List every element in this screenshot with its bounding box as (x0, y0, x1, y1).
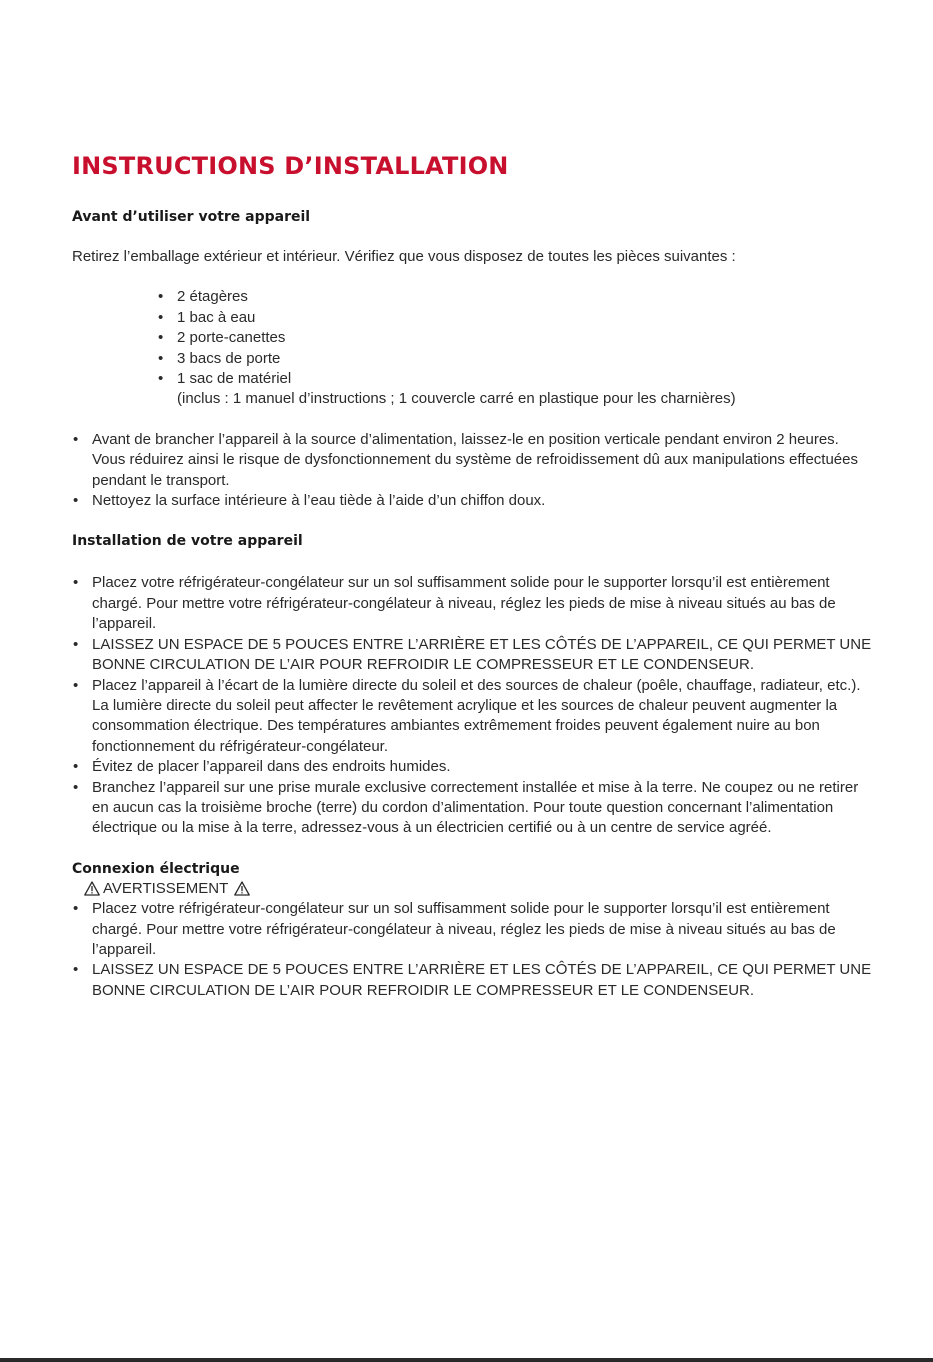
list-item: • 2 étagères (158, 287, 872, 307)
list-item-text: 1 sac de matériel (177, 370, 292, 388)
bottom-rule (0, 1358, 933, 1362)
list-item: • LAISSEZ UN ESPACE DE 5 POUCES ENTRE L’ARRIÈRE ET LES CÔTÉS DE L’APPAREIL, CE QUI PERMET UNE BONNE CIRCULATION DE L’AIR POUR REFROIDIR LE COMPRESSEUR ET LE CONDENSEUR. (72, 960, 872, 1001)
parts-list (158, 287, 872, 409)
warning-triangle-icon (234, 881, 250, 896)
list-item: • Avant de brancher l’appareil à la source d’alimentation, laissez-le en position verticale pendant environ 2 heures. Vous réduirez ainsi le risque de dysfonctionnement du système de refroidissement dû aux manipulations effectuées pendant le transport. (72, 430, 872, 491)
list-item: • Placez votre réfrigérateur-congélateur sur un sol suffisamment solide pour le supporter lorsqu’il est entièrement chargé. Pour mettre votre réfrigérateur-congélateur à niveau, réglez les pieds de mise à niveau situés au bas de l’appareil. (72, 573, 872, 634)
before-use-bullets (72, 430, 872, 512)
section-heading-installation: Installation de votre appareil (72, 533, 303, 550)
warning-triangle-icon (84, 881, 100, 896)
list-item (158, 369, 872, 410)
installation-bullets (72, 573, 872, 838)
section-heading-electrical: Connexion électrique (72, 860, 240, 877)
section-electrical (72, 859, 872, 1001)
list-item: • 2 porte-canettes (158, 328, 872, 348)
list-item: • Évitez de placer l’appareil dans des endroits humides. (72, 757, 872, 777)
parts-note: (inclus : 1 manuel d’instructions ; 1 couvercle carré en plastique pour les charnières) (177, 390, 736, 408)
document-page (72, 146, 872, 1001)
electrical-bullets (72, 899, 872, 1001)
list-item: • 3 bacs de porte (158, 349, 872, 369)
list-item: • Branchez l’appareil sur une prise murale exclusive correctement installée et mise à la terre. Ne coupez ou ne retirer en aucun cas la troisième broche (terre) du cordon d’alimentation. Pour toute question concernant l’alimentation électrique ou la mise à la terre, adressez-vous à un électricien certifié ou à un centre de service agréé. (72, 778, 872, 839)
list-item: • LAISSEZ UN ESPACE DE 5 POUCES ENTRE L’ARRIÈRE ET LES CÔTÉS DE L’APPAREIL, CE QUI PERMET UNE BONNE CIRCULATION DE L’AIR POUR REFROIDIR LE COMPRESSEUR ET LE CONDENSEUR. (72, 635, 872, 676)
list-item: • Nettoyez la surface intérieure à l’eau tiède à l’aide d’un chiffon doux. (72, 491, 872, 511)
parts-intro: Retirez l’emballage extérieur et intérieur. Vérifiez que vous disposez de toutes les pièces suivantes : (72, 248, 736, 265)
page-title: INSTRUCTIONS D’INSTALLATION (72, 152, 509, 180)
list-item: • Placez l’appareil à l’écart de la lumière directe du soleil et des sources de chaleur (poêle, chauffage, radiateur, etc.). La lumière directe du soleil peut affecter le revêtement acrylique et les sources de chaleur peuvent augmenter la consommation électrique. Des températures ambiantes extrêmement froides peuvent également nuire au bon fonctionnement du réfrigérateur-congélateur. (72, 676, 872, 758)
warning-label: AVERTISSEMENT (103, 879, 229, 897)
list-item: • Placez votre réfrigérateur-congélateur sur un sol suffisamment solide pour le supporter lorsqu’il est entièrement chargé. Pour mettre votre réfrigérateur-congélateur à niveau, réglez les pieds de mise à niveau situés au bas de l’appareil. (72, 899, 872, 960)
warning-line (72, 879, 872, 899)
section-heading-before-use: Avant d’utiliser votre appareil (72, 209, 311, 225)
section-installation (72, 531, 872, 838)
section-before-use (72, 207, 872, 511)
list-item: • 1 bac à eau (158, 308, 872, 328)
